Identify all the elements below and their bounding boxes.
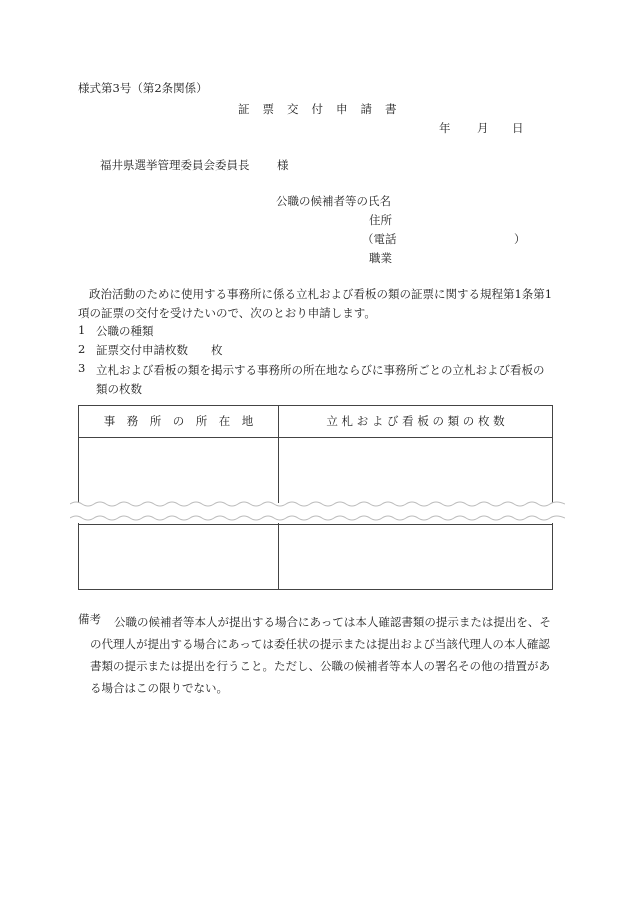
title-char: 交 xyxy=(287,102,299,116)
title-char: 請 xyxy=(360,102,372,116)
title-char: 票 xyxy=(262,102,274,116)
item-3-text xyxy=(96,361,554,399)
item-1-text: 公職の種類 xyxy=(96,324,154,338)
title-char: 書 xyxy=(385,102,397,116)
occupation-label: 職業 xyxy=(369,251,392,265)
item-2-text: 証票交付申請枚数 枚 xyxy=(96,343,223,357)
addressee-honorific: 様 xyxy=(277,158,289,172)
date-month-label: 月 xyxy=(477,121,489,135)
address-label: 住所 xyxy=(369,213,392,227)
item-3-text-content: 立札および看板の類を掲示する事務所の所在地ならびに事務所ごとの立札および看板の類の枚数 xyxy=(96,363,545,396)
date-year-label: 年 xyxy=(439,121,451,135)
table-lower-top-line xyxy=(78,524,553,525)
title-char: 申 xyxy=(336,102,348,116)
item-3-number: 3 xyxy=(78,361,86,375)
title-char: 証 xyxy=(238,102,250,116)
remarks-label: 備考 xyxy=(78,612,101,626)
item-2-number: 2 xyxy=(78,342,86,356)
phone-close-paren: ） xyxy=(514,232,526,246)
addressee-name: 福井県選挙管理委員会委員長 xyxy=(100,158,250,172)
application-statement: 政治活動のために使用する事務所に係る立札および看板の類の証票に関する規程第1条第1項の証票の交付を受けたいので、次のとおり申請します。 xyxy=(78,287,553,320)
phone-label: （電話 xyxy=(362,232,397,246)
item-1-number: 1 xyxy=(78,323,86,337)
remarks-text: 公職の候補者等本人が提出する場合にあっては本人確認書類の提示または提出を、その代理人が提出する場合にあっては委任状の提示または提出および当該代理人の本人確認書類の提示または提出を行うこと。ただし、公職の候補者等本人の署名その他の措置がある場合はこの限りでない。 xyxy=(90,615,551,695)
date-day-label: 日 xyxy=(512,121,524,135)
table-header-divider xyxy=(78,437,553,438)
candidate-name-label: 公職の候補者等の氏名 xyxy=(276,194,391,208)
table-header-count: 立 札 お よ び 看 板 の 類 の 枚 数 xyxy=(326,414,505,428)
document-title xyxy=(238,101,397,117)
form-number-label: 様式第3号（第2条関係） xyxy=(78,81,208,95)
table-header-location: 事 務 所 の 所 在 地 xyxy=(103,414,254,428)
title-char: 付 xyxy=(311,102,323,116)
